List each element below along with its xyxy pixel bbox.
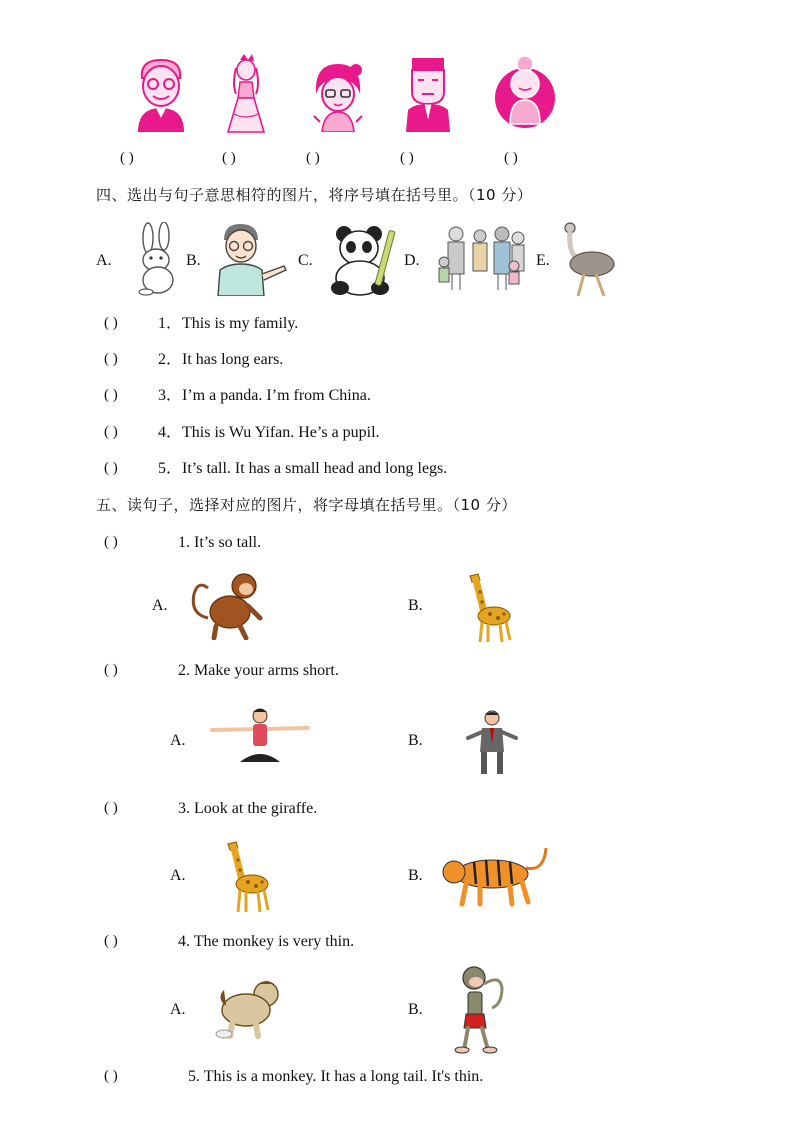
section4-heading: 四、选出与句子意思相符的图片，将序号填在括号里。（10 分） [96,186,533,204]
question-text: 1. It’s so tall. [178,534,262,551]
princess-icon [224,54,268,134]
answer-blank[interactable]: ( ) [222,150,236,166]
man-short-arms-icon [460,708,524,776]
answer-blank[interactable]: ( ) [120,150,134,166]
answer-blank[interactable]: ( ) [104,424,118,440]
question-text: 5．It’s tall. It has a small head and long legs. [158,460,448,477]
option-label: B. [408,1001,423,1018]
option-label: A. [96,252,112,269]
monkey-icon [190,570,270,640]
answer-blank[interactable]: ( ) [504,150,518,166]
option-label: B. [408,732,423,749]
option-label: B. [186,252,201,269]
answer-blank[interactable]: ( ) [306,150,320,166]
tiger-icon [440,842,552,908]
option-label: B. [408,597,423,614]
boy-icon [208,222,290,296]
option-label: B. [408,867,423,884]
giraffe-icon [462,570,522,644]
family-icon [436,224,528,292]
giraffe-icon [220,838,280,914]
grandpa-icon [134,56,188,132]
answer-blank[interactable]: ( ) [104,460,118,476]
rabbit-icon [130,222,186,296]
option-label: A. [170,867,186,884]
woman-long-arms-icon [208,706,312,770]
answer-blank[interactable]: ( ) [104,534,118,550]
question-text: 1．This is my family. [158,315,299,332]
answer-blank[interactable]: ( ) [104,662,118,678]
grandma-icon [494,54,556,130]
section5-heading: 五、读句子，选择对应的图片，将字母填在括号里。（10 分） [96,496,517,514]
question-text: 5. This is a monkey. It has a long tail. It's thin. [188,1068,484,1085]
question-text: 4．This is Wu Yifan. He’s a pupil. [158,424,380,441]
option-label: A. [170,732,186,749]
panda-icon [330,222,400,296]
option-label: A. [170,1001,186,1018]
thin-monkey-icon [444,964,512,1054]
answer-blank[interactable]: ( ) [104,351,118,367]
answer-blank[interactable]: ( ) [104,800,118,816]
man-icon [404,56,452,132]
question-text: 3．I’m a panda. I’m from China. [158,387,371,404]
question-text: 2．It has long ears. [158,351,284,368]
girl-icon [312,60,364,132]
question-text: 2. Make your arms short. [178,662,339,679]
fat-monkey-icon [212,976,282,1040]
question-text: 3. Look at the giraffe. [178,800,318,817]
answer-blank[interactable]: ( ) [400,150,414,166]
option-label: C. [298,252,313,269]
answer-blank[interactable]: ( ) [104,1068,118,1084]
answer-blank[interactable]: ( ) [104,315,118,331]
answer-blank[interactable]: ( ) [104,387,118,403]
option-label: E. [536,252,550,269]
option-label: A. [152,597,168,614]
question-text: 4. The monkey is very thin. [178,933,355,950]
option-label: D. [404,252,420,269]
ostrich-icon [558,222,620,298]
answer-blank[interactable]: ( ) [104,933,118,949]
